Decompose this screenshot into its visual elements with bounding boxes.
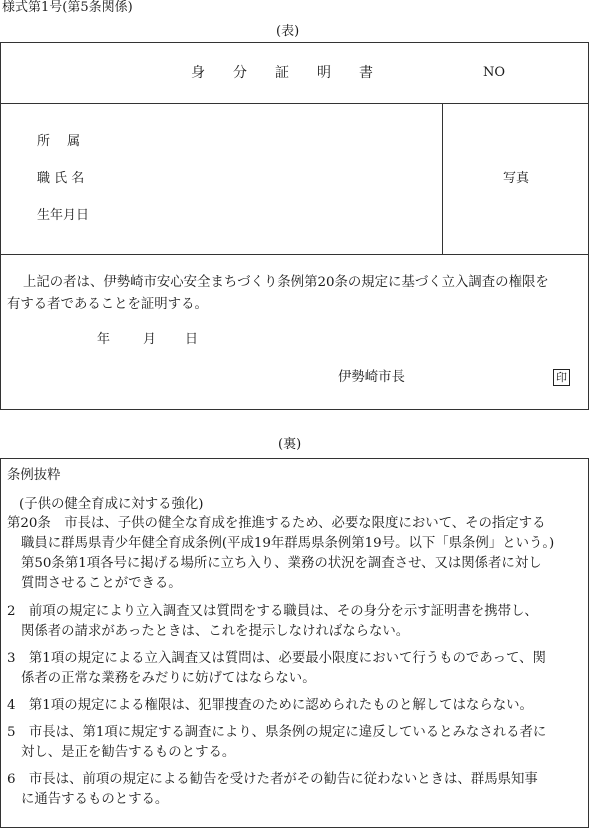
date-year: 年 bbox=[97, 332, 111, 347]
divider bbox=[1, 254, 588, 255]
date-month: 月 bbox=[143, 332, 157, 347]
section-title: 条例抜粋 bbox=[7, 468, 61, 483]
document-number-label: NO bbox=[483, 65, 506, 80]
photo-area-label: 写真 bbox=[503, 171, 530, 186]
divider bbox=[1, 103, 588, 104]
id-card-back bbox=[0, 458, 589, 828]
front-side-label: (表) bbox=[276, 24, 300, 39]
article-line: 第20条 市長は、子供の健全な育成を推進するため、必要な限度において、その指定する bbox=[7, 516, 546, 531]
back-side-label: (裏) bbox=[278, 437, 302, 452]
date-day: 日 bbox=[185, 332, 199, 347]
article-line: 6 市長は、前項の規定による勧告を受けた者がその勧告に従わないときは、群馬県知事 bbox=[7, 772, 538, 787]
issuer-name: 伊勢崎市長 bbox=[338, 370, 405, 385]
field-birthdate: 生年月日 bbox=[37, 208, 90, 223]
article-line: 2 前項の規定により立入調査又は質問をする職員は、その身分を示す証明書を携帯し、 bbox=[7, 604, 538, 619]
field-affiliation: 所 属 bbox=[37, 134, 81, 149]
document-title: 身分証明書 bbox=[191, 65, 401, 81]
photo-divider bbox=[442, 103, 443, 254]
article-line: 対し、是正を勧告するものとする。 bbox=[21, 745, 236, 760]
article-line: 4 第1項の規定による権限は、犯罪捜査のために認められたものと解してはならない。 bbox=[7, 698, 533, 713]
article-line: 質問させることができる。 bbox=[21, 576, 182, 591]
form-number-label: 様式第1号(第5条関係) bbox=[2, 0, 133, 15]
article-line: 第50条第1項各号に掲げる場所に立ち入り、業務の状況を調査させ、又は関係者に対し bbox=[21, 556, 542, 571]
article-line: 職員に群馬県青少年健全育成条例(平成19年群馬県条例第19号。以下「県条例」という。) bbox=[21, 536, 555, 551]
seal-stamp: 印 bbox=[553, 369, 570, 386]
statement-line: 有する者であることを証明する。 bbox=[7, 297, 208, 312]
article-line: 5 市長は、第1項に規定する調査により、県条例の規定に違反しているとみなされる者に bbox=[7, 725, 547, 740]
article-line: 係者の正常な業務をみだりに妨げてはならない。 bbox=[21, 671, 316, 686]
id-card-front bbox=[0, 42, 589, 410]
article-line: 関係者の請求があったときは、これを提示しなければならない。 bbox=[21, 624, 410, 639]
article-heading: (子供の健全育成に対する強化) bbox=[19, 497, 204, 512]
statement-line: 上記の者は、伊勢崎市安心安全まちづくり条例第20条の規定に基づく立入調査の権限を bbox=[23, 275, 549, 290]
field-position-name: 職 氏 名 bbox=[37, 171, 85, 186]
article-line: に通告するものとする。 bbox=[21, 792, 169, 807]
article-line: 3 第1項の規定による立入調査又は質問は、必要最小限度において行うものであって、関 bbox=[7, 651, 546, 666]
